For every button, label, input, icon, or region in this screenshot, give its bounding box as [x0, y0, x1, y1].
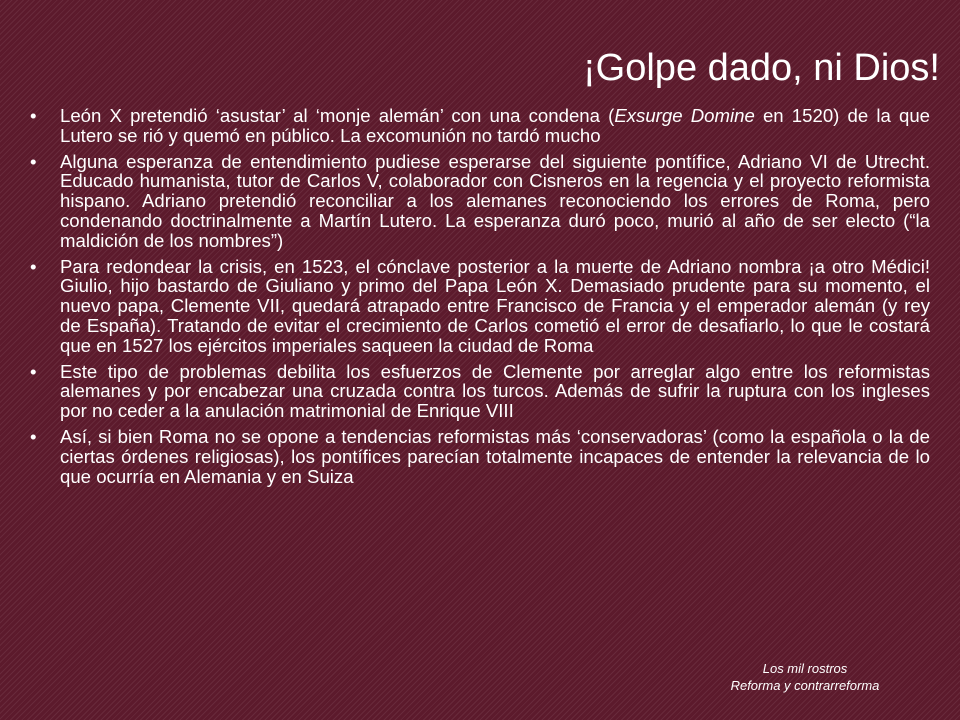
bullet-item [30, 106, 930, 146]
bullet-text: León X pretendió ‘asustar’ al ‘monje alemán’ con una condena ( [60, 105, 615, 126]
bullet-text: Así, si bien Roma no se opone a tendencias reformistas más ‘conservadoras’ (como la española o la de ciertas órdenes religiosas), los pontífices parecían totalmente incapaces de entender la relevancia de lo que ocurría en Alemania y en Suiza [60, 425, 930, 487]
bullet-marker: • [30, 255, 37, 277]
bullet-marker: • [30, 425, 37, 447]
bullet-text-italic: Exsurge Domine [614, 105, 755, 126]
bullet-item [30, 152, 930, 251]
bullet-text: Alguna esperanza de entendimiento pudiese esperarse del siguiente pontífice, Adriano VI de Utrecht. Educado humanista, tutor de Carlos V, colaborador con Cisneros en la regencia y el proyecto reformista hispano. Adriano pretendió reconciliar a los alemanes reconociendo los errores de Roma, pero condenando doctrinalmente a Martín Lutero. La esperanza duró poco, murió al año de ser electo (“la maldición de los nombres”) [60, 150, 930, 251]
footer-line: Reforma y contrarreforma [730, 678, 880, 693]
footer-line: Los mil rostros [762, 661, 848, 676]
bullet-text: Este tipo de problemas debilita los esfuerzos de Clemente por arreglar algo entre los reformistas alemanes y por encabezar una cruzada contra los turcos. Además de sufrir la ruptura con los ingleses por no ceder a la anulación matrimonial de Enrique VIII [60, 360, 930, 422]
slide-title: ¡Golpe dado, ni Dios! [583, 47, 940, 89]
bullet-text: en 1520) de la que Lutero se rió y quemó en público. La excomunión no tardó mucho [60, 105, 931, 146]
bullet-marker: • [30, 360, 37, 382]
footer [696, 660, 914, 694]
bullet-list [30, 106, 930, 492]
bullet-marker: • [30, 150, 37, 172]
bullet-item [30, 257, 930, 356]
bullet-text: Para redondear la crisis, en 1523, el cónclave posterior a la muerte de Adriano nombra ¡a otro Médici! Giulio, hijo bastardo de Giuliano y primo del Papa León X. Demasiado prudente para su momento, el nuevo papa, Clemente VII, quedará atrapado entre Francisco de Francia y el emperador alemán (y rey de España). Tratando de evitar el crecimiento de Carlos cometió el error de desafiarlo, lo que le costará que en 1527 los ejércitos imperiales saqueen la ciudad de Roma [60, 255, 930, 356]
bullet-marker: • [30, 105, 37, 126]
bullet-item [30, 362, 930, 421]
bullet-item [30, 427, 930, 486]
